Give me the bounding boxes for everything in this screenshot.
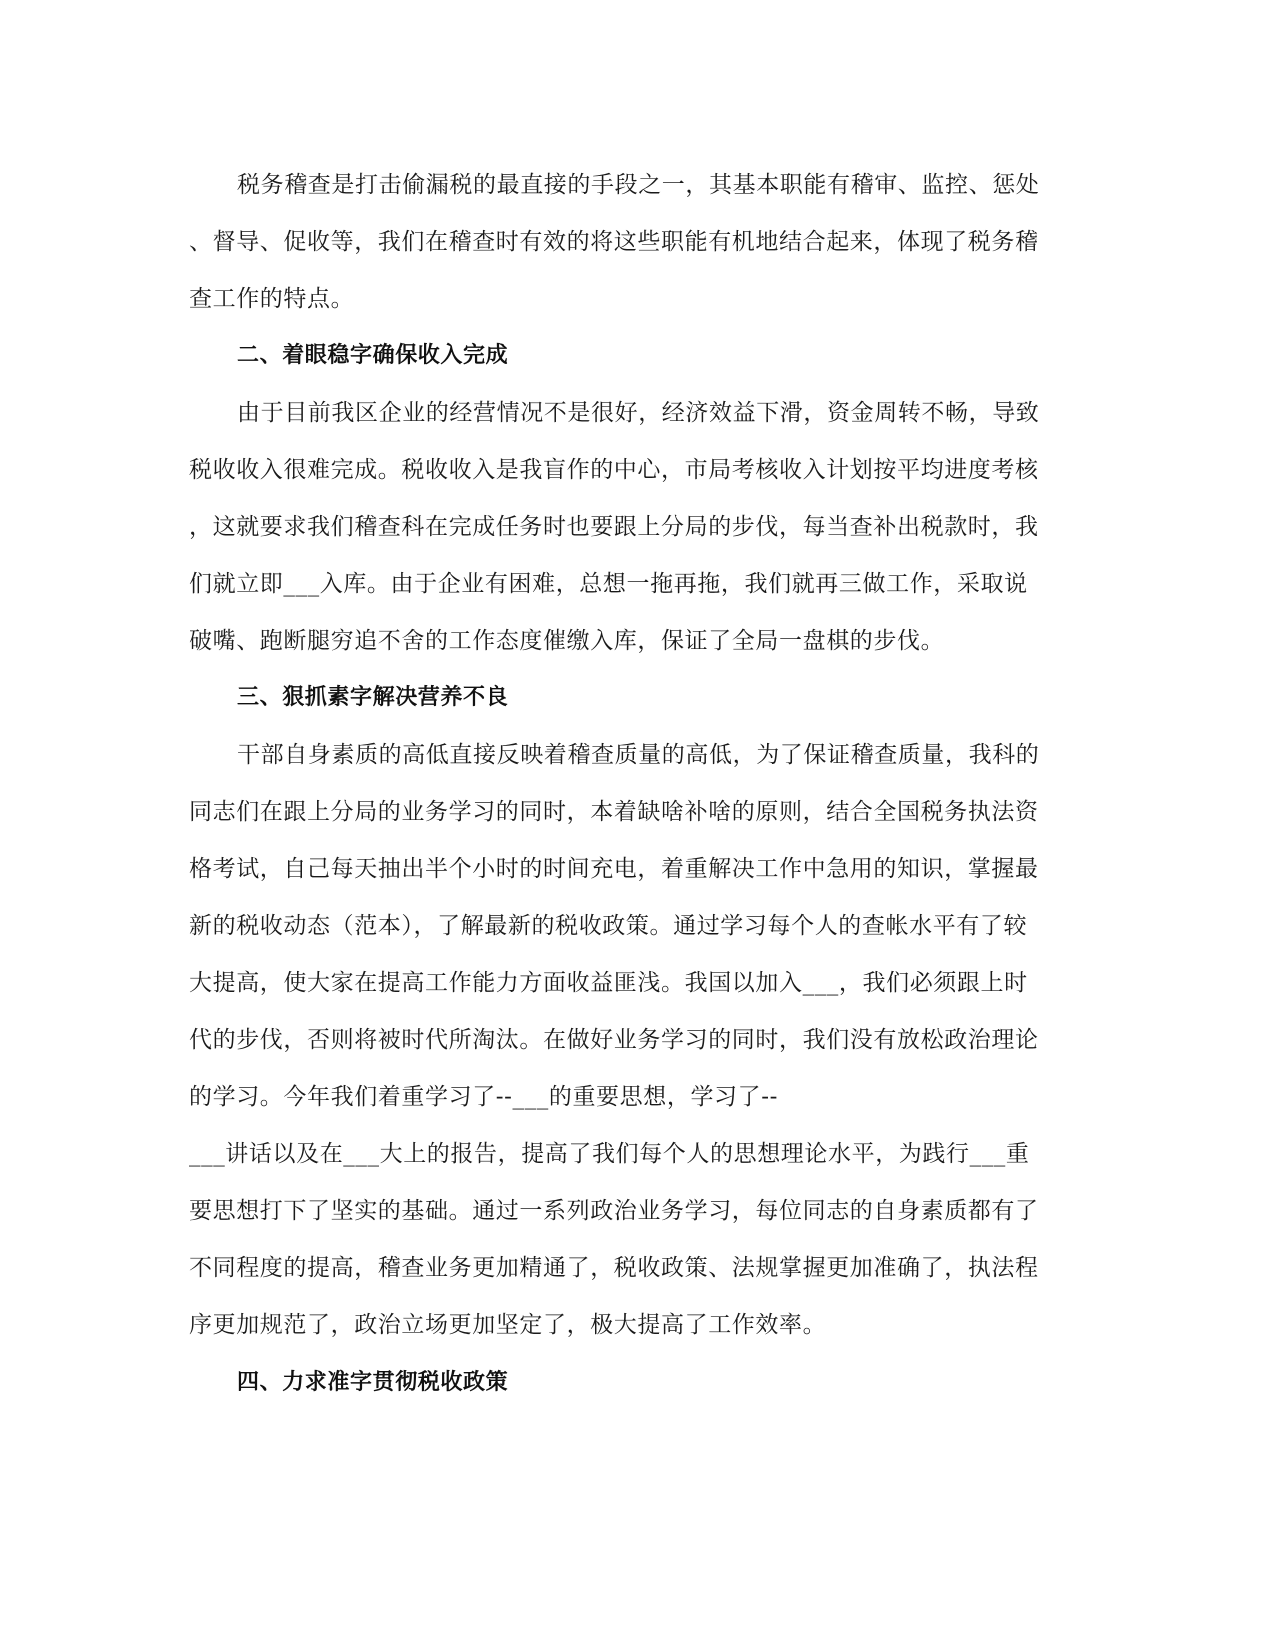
paragraph-2-line-4: 们就立即___入库。由于企业有困难，总想一拖再拖，我们就再三做工作，采取说 — [189, 571, 1028, 597]
paragraph-3-line-8: ___讲话以及在___大上的报告，提高了我们每个人的思想理论水平，为践行___重 — [189, 1141, 1030, 1167]
paragraph-2-line-1: 由于目前我区企业的经营情况不是很好，经济效益下滑，资金周转不畅，导致 — [237, 400, 1040, 426]
section-heading-2: 二、着眼稳字确保收入完成 — [237, 343, 509, 368]
paragraph-3-line-1: 干部自身素质的高低直接反映着稽查质量的高低，为了保证稽查质量，我科的 — [237, 742, 1040, 768]
paragraph-1-line-1: 税务稽查是打击偷漏税的最直接的手段之一，其基本职能有稽审、监控、惩处 — [237, 172, 1040, 198]
paragraph-3-line-5: 大提高，使大家在提高工作能力方面收益匪浅。我国以加入___，我们必须跟上时 — [189, 970, 1028, 996]
paragraph-3-line-10: 不同程度的提高，稽查业务更加精通了，税收政策、法规掌握更加准确了，执法程 — [189, 1255, 1039, 1281]
paragraph-2-line-3: ，这就要求我们稽查科在完成任务时也要跟上分局的步伐，每当查补出税款时，我 — [189, 514, 1039, 540]
paragraph-3-line-2: 同志们在跟上分局的业务学习的同时，本着缺啥补啥的原则，结合全国税务执法资 — [189, 799, 1039, 825]
paragraph-1-line-3: 查工作的特点。 — [189, 286, 355, 312]
paragraph-2-line-5: 破嘴、跑断腿穷追不舍的工作态度催缴入库，保证了全局一盘棋的步伐。 — [189, 628, 945, 654]
paragraph-3-line-4: 新的税收动态（范本），了解最新的税收政策。通过学习每个人的查帐水平有了较 — [189, 913, 1028, 939]
paragraph-2-line-2: 税收收入很难完成。税收收入是我盲作的中心，市局考核收入计划按平均进度考核 — [189, 457, 1039, 483]
paragraph-3-line-6: 代的步伐，否则将被时代所淘汰。在做好业务学习的同时，我们没有放松政治理论 — [189, 1027, 1039, 1053]
paragraph-1-line-2: 、督导、促收等，我们在稽查时有效的将这些职能有机地结合起来，体现了税务稽 — [189, 229, 1039, 255]
section-heading-4: 四、力求准字贯彻税收政策 — [237, 1370, 509, 1395]
section-heading-3: 三、狠抓素字解决营养不良 — [237, 685, 509, 710]
paragraph-3-line-3: 格考试，自己每天抽出半个小时的时间充电，着重解决工作中急用的知识，掌握最 — [189, 856, 1039, 882]
paragraph-3-line-11: 序更加规范了，政治立场更加坚定了，极大提高了工作效率。 — [189, 1312, 827, 1338]
paragraph-3-line-7: 的学习。今年我们着重学习了--___的重要思想，学习了-- — [189, 1084, 778, 1110]
paragraph-3-line-9: 要思想打下了坚实的基础。通过一系列政治业务学习，每位同志的自身素质都有了 — [189, 1198, 1039, 1224]
